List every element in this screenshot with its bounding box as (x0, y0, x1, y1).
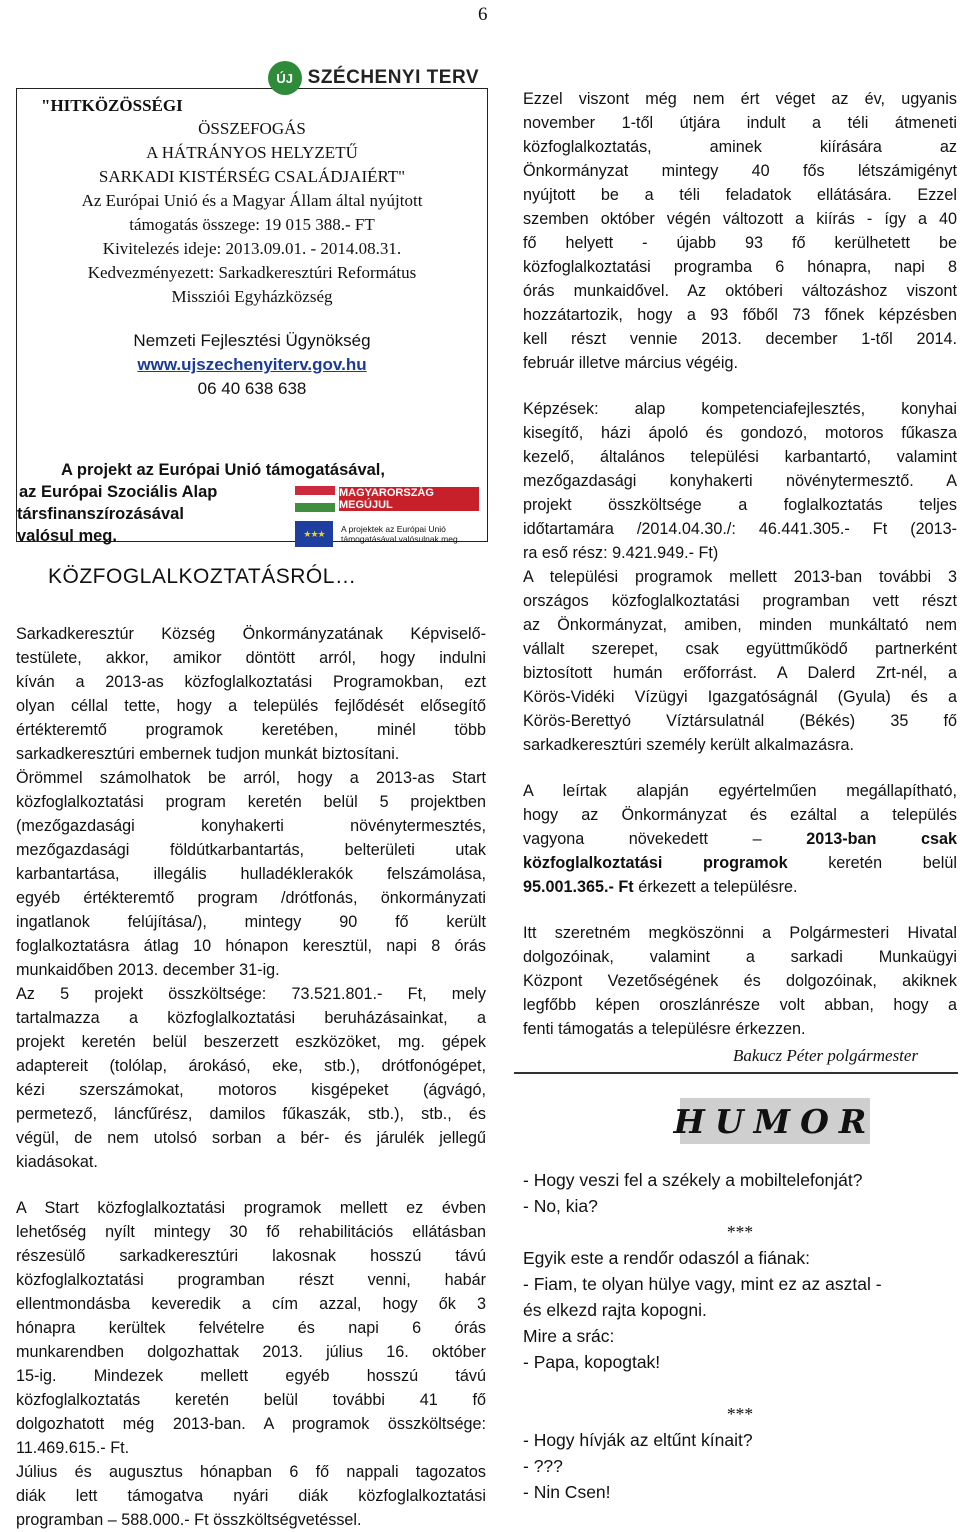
text-line: dolgozhatott még 2013-ban. A programok összköltsége: (16, 1415, 486, 1433)
joke-line: és elkezd rajta kopogni. (523, 1300, 707, 1320)
text-line: biztosított humán erőforrást. A Dalerd Zrt-nél, a (523, 664, 957, 682)
text-line: karbantartása, illegális hulladéklerakók felszámolása, (16, 865, 486, 883)
text-line: hónapra kerültek felvételre és napi 6 órás (16, 1319, 486, 1337)
agency-block (17, 329, 487, 401)
text-line: tartalmazza a közfoglalkoztatási beruházásainkat, a (16, 1009, 486, 1027)
joke-line: *** (726, 1404, 754, 1424)
funding-logos (295, 484, 479, 550)
joke-line: - Nin Csen! (523, 1482, 611, 1502)
text-segment: 95.001.365.- Ft (523, 878, 634, 896)
text-line: Képzések: alap kompetenciafejlesztés, konyhai (523, 400, 957, 418)
text-line: közfoglalkoztatási programba 6 hónapra, napi 8 (523, 258, 957, 276)
text-line: olyan céllal tette, hogy a település fejlődését elősegítő (16, 697, 486, 715)
text-line: programban – 588.000.- Ft összköltségvetéssel. (16, 1511, 362, 1529)
box-center-lines (17, 117, 487, 309)
text-line: ellentmondásba keveredik a cím azzal, hogy ők 3 (16, 1295, 486, 1313)
text-line: projekt keretén belül beszerzett eszközöket, mg. gépek (16, 1033, 486, 1051)
text-line: Önkormányzat mintegy 40 fős létszámigényt (523, 162, 957, 180)
text-line: Ezzel viszont még nem ért véget az év, ugyanis (523, 90, 957, 108)
box-line: Az Európai Unió és a Magyar Állam által nyújtott (81, 191, 423, 210)
text-line: A települési programok mellett 2013-ban további 3 (523, 568, 957, 586)
agency-url-link[interactable]: www.ujszechenyiterv.gov.hu (137, 355, 367, 374)
text-line: vállalt szerepet, csak együttműködő partnerként (523, 640, 957, 658)
text-line: kézi szerszámokat, motoros kisgépeket (ágvágó, (16, 1081, 486, 1099)
divider (514, 1072, 958, 1074)
text-line: 15-ig. Mindezek mellett egyéb hosszú távú (16, 1367, 486, 1385)
agency-name: Nemzeti Fejlesztési Ügynökség (133, 331, 371, 350)
box-title: "HITKÖZÖSSÉGI (41, 96, 183, 115)
text-line: közfoglalkoztatási programban részt venni, habár (16, 1271, 486, 1289)
project-line: A projekt az Európai Unió támogatásával, (61, 461, 385, 479)
text-line (523, 851, 957, 875)
text-line: közfoglalkoztatás keretén belül további 41 fő (16, 1391, 486, 1409)
hungary-banner (295, 484, 479, 514)
joke-line: - Hogy veszi fel a székely a mobiltelefonját? (523, 1170, 863, 1190)
page-number: 6 (478, 4, 488, 25)
text-line: Körös-Berettyó Víztársulatnál (Békés) 35 fő (523, 712, 957, 730)
text-line: ra eső rész: 9.421.949.- Ft) (523, 544, 719, 562)
box-line: ÖSSZEFOGÁS (198, 119, 306, 138)
text-line: adaptereit (tolólap, árokásó, eke, stb.), drótfonógépet, (16, 1057, 486, 1075)
text-line: Itt szeretném megköszönni a Polgármesteri Hivatal (523, 924, 957, 942)
joke-line: - Fiam, te olyan hülye vagy, mint ez az asztal - (523, 1274, 882, 1294)
text-line: testülete, akkor, amikor döntött arról, hogy indulni (16, 649, 486, 667)
text-line (523, 875, 957, 899)
section-heading: KÖZFOGLALKOZTATÁSRÓL… (48, 565, 357, 588)
text-line: ingatlanok felújítása/), mintegy 90 fő került (16, 913, 486, 931)
text-line: szemben október végén változott a kiírás - így a 40 (523, 210, 957, 228)
project-line: valósul meg. (17, 527, 117, 545)
eu-logo (295, 518, 479, 550)
joke-line: - ??? (523, 1456, 563, 1476)
text-line: kisegítő, házi ápoló és gondozó, motoros fűkasza (523, 424, 957, 442)
eu-text (341, 524, 460, 544)
agency-phone: 06 40 638 638 (197, 379, 307, 398)
jokes-section (523, 1167, 957, 1505)
text-line: sarkadkeresztúri személy került alkalmazásra. (523, 736, 855, 754)
box-line: Missziói Egyházközség (171, 287, 333, 306)
text-line: sarkadkeresztúri embernek tudjon munkát biztosítani. (16, 745, 400, 763)
eu-flag-icon: ★★★ (295, 521, 333, 547)
box-line: Kivitelezés ideje: 2013.09.01. - 2014.08.31. (102, 239, 402, 258)
text-segment: keretén belül (828, 854, 957, 872)
szechenyi-logo (268, 61, 479, 95)
szechenyi-logo-mark-icon: ÚJ (268, 61, 302, 95)
text-line: február illetve március végéig. (523, 354, 739, 372)
text-line: foglalkoztatásra átlag 10 hónapon keresztül, napi 8 órás (16, 937, 486, 955)
text-line: közfoglalkoztatási program keretén belül 5 projektben (16, 793, 486, 811)
left-column (16, 60, 488, 545)
text-line: végül, de nem utolsó sorban a bér- és járulék jellegű (16, 1129, 486, 1147)
joke-line: - Hogy hívják az eltűnt kínait? (523, 1430, 753, 1450)
text-line (523, 827, 957, 851)
text-line: 11.469.615.- Ft. (16, 1439, 130, 1457)
banner-text: MAGYARORSZÁG MEGÚJUL (339, 487, 479, 511)
joke-line: Egyik este a rendőr odaszól a fiának: (523, 1248, 810, 1268)
text-line: nyújtott be a téli feladatok ellátására. Ezzel (523, 186, 957, 204)
text-line: hozzátartozik, hogy a 93 főből 73 főnek képzésben (523, 306, 957, 324)
joke-line: - Papa, kopogtak! (523, 1352, 661, 1372)
text-line: Örömmel számolhatok be arról, hogy a 2013-as Start (16, 769, 486, 787)
text-line: értékteremtő programok keretében, minél több (16, 721, 486, 739)
text-line: legfőbb képen oroszlánrésze volt abban, hogy a (523, 996, 957, 1014)
signature: Bakucz Péter polgármester (733, 1046, 919, 1065)
text-line: Július és augusztus hónapban 6 fő nappali tagozatos (16, 1463, 486, 1481)
text-line: fenti támogatás a településre érkezzen. (523, 1020, 806, 1038)
box-line: SARKADI KISTÉRSÉG CSALÁDJAIÉRT" (98, 167, 406, 186)
text-line: mezőgazdasági konyhakerti növénytermesztő. A (523, 472, 957, 490)
text-line: munkaidőben 2013. december 31-ig. (16, 961, 280, 979)
project-line: az Európai Szociális Alap (19, 483, 218, 501)
hungarian-flag-icon (295, 486, 335, 512)
text-line: részesülő sarkadkeresztúri lakosnak hosszú távú (16, 1247, 486, 1265)
text-line: diák lett támogatva nyári diák közfoglalkoztatási (16, 1487, 486, 1505)
text-line: kiadásokat. (16, 1153, 98, 1171)
text-line: lehetőség nyílt mintegy 30 fő rehabilitációs ellátásban (16, 1223, 486, 1241)
szechenyi-logo-text: SZÉCHENYI TERV (307, 67, 479, 88)
text-line: dolgozóinak, valamint a sarkadi Munkaügyi (523, 948, 957, 966)
text-line: munkarendben dolgozhattak 2013. július 16. október (16, 1343, 486, 1361)
text-line: projekt összköltsége a foglalkoztatás teljes (523, 496, 957, 514)
text-line: mezőgazdasági földútkarbantartás, belterületi utak (16, 841, 486, 859)
text-line: az Önkormányzat, amiben, minden munkáltató nem (523, 616, 957, 634)
funding-info-box (16, 67, 488, 545)
text-line: országos közfoglalkoztatási programban vett részt (523, 592, 957, 610)
box-line: támogatás összege: 19 015 388.- FT (129, 215, 375, 234)
text-line: közfoglalkoztatás, aminek kiírására az (523, 138, 957, 156)
text-line: fő helyett - újabb 93 fő kerülhetett be (523, 234, 957, 252)
eu-text-line: A projektek az Európai Unió (341, 524, 446, 534)
box-line: A HÁTRÁNYOS HELYZETŰ (146, 143, 358, 162)
text-line: kell részt vennie 2013. december 1-től 2014. (523, 330, 957, 348)
text-segment: A leírtak alapján egyértelműen megállapítható, (523, 782, 957, 800)
humor-title: HUMOR (680, 1098, 870, 1144)
text-line: (mezőgazdasági konyhakerti növénytermesztés, (16, 817, 486, 835)
text-line: Körös-Vidéki Vízügyi Igazgatóságnál (Gyula) és a (523, 688, 957, 706)
text-line: kezelő, általános települési karbantartó, valamint (523, 448, 957, 466)
text-line (523, 779, 957, 803)
text-line: Központ Vezetőségének és dolgozóinak, akiknek (523, 972, 957, 990)
joke-line (523, 1375, 957, 1401)
left-article-body (16, 622, 486, 1532)
box-line: Kedvezményezett: Sarkadkeresztúri Református (87, 263, 417, 282)
eu-text-line: támogatásával valósulnak meg. (341, 534, 461, 544)
text-line: kíván a 2013-as közfoglalkoztatási Programokban, ezt (16, 673, 486, 691)
text-segment: érkezett a településre. (638, 878, 798, 896)
text-segment: vagyona növekedett – (523, 830, 762, 848)
text-line: november 1-től útjára indult a téli átmeneti (523, 114, 957, 132)
text-segment: 2013-ban csak (806, 830, 957, 848)
text-line: időtartamára /2014.04.30./: 46.441.305.- Ft (2013- (523, 520, 957, 538)
joke-line: Mire a srác: (523, 1326, 615, 1346)
text-line: órás munkaidővel. Az októberi változáshoz viszont (523, 282, 957, 300)
text-segment: hogy az Önkormányzat és ezáltal a település (523, 806, 957, 824)
text-line: A Start közfoglalkoztatási programok mellett ez évben (16, 1199, 486, 1217)
text-line: permetező, láncfűrész, damilos fűkaszák, stb.), stb., és (16, 1105, 486, 1123)
joke-line: *** (726, 1222, 754, 1242)
joke-line: - No, kia? (523, 1196, 598, 1216)
text-line: Sarkadkeresztúr Község Önkormányzatának Képviselő- (16, 625, 486, 643)
text-line: Az 5 projekt összköltsége: 73.521.801.- Ft, mely (16, 985, 486, 1003)
text-line (523, 803, 957, 827)
text-line: egyéb értékteremtő program /drótfonás, önkormányzati (16, 889, 486, 907)
text-segment: közfoglalkoztatási programok (523, 854, 788, 872)
project-line: társfinanszírozásával (17, 505, 184, 523)
right-article-body (523, 87, 957, 1041)
